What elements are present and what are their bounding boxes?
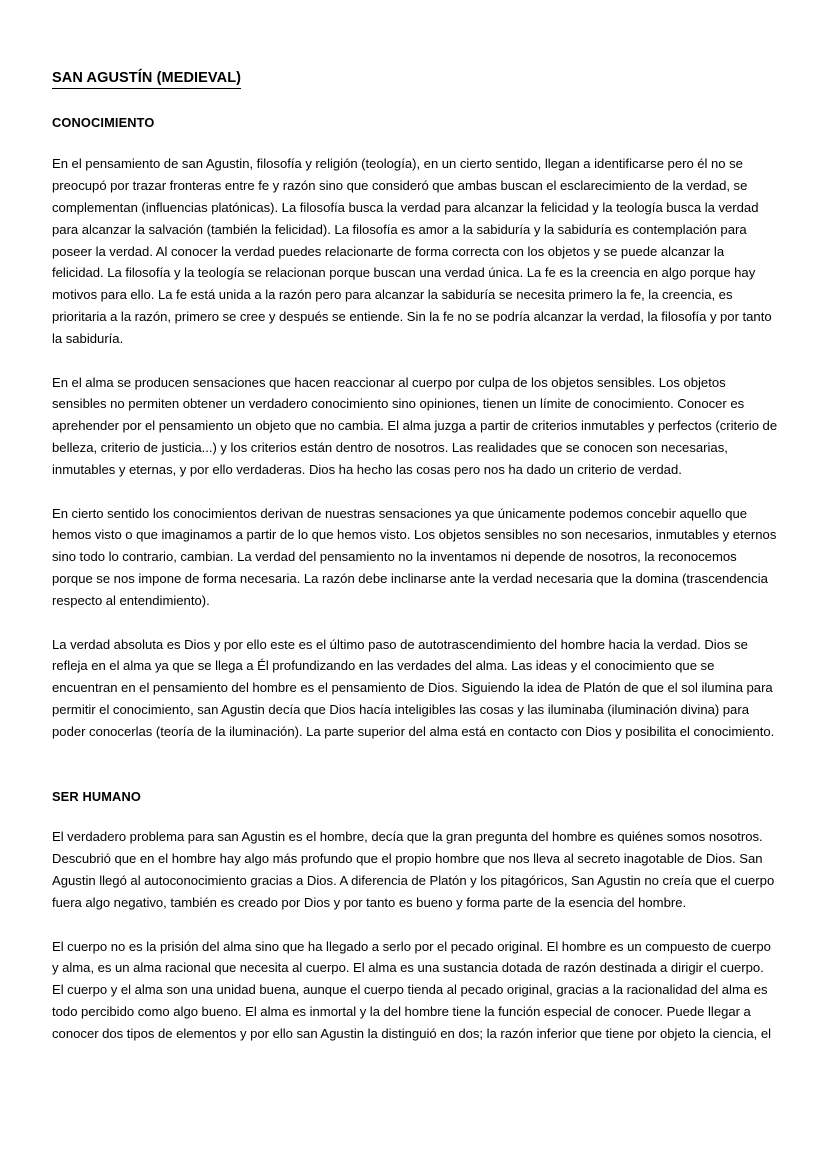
paragraph: El verdadero problema para san Agustin es el hombre, decía que la gran pregunta del hombre es quiénes somos nosotros. Descubrió que en el hombre hay algo más profundo que el propio hombre que nos lleva al secreto inagotable de Dios. San Agustin llegó al autoconocimiento gracias a Dios. A diferencia de Platón y los pitagóricos, San Agustin no creía que el cuerpo fuera algo negativo, también es creado por Dios y por tanto es bueno y forma parte de la esencia del hombre. (52, 829, 775, 910)
paragraph: En cierto sentido los conocimientos derivan de nuestras sensaciones ya que únicamente podemos concebir aquello que hemos visto o que imaginamos a partir de lo que hemos visto. Los objetos sensibles no son necesarios, inmutables y eternos sino todo lo contrario, cambian. La verdad del pensamiento no la inventamos ni depende de nosotros, la reconocemos porque se nos impone de forma necesaria. La razón debe inclinarse ante la verdad necesaria que la domina (trascendencia respecto al entendimiento). (52, 505, 777, 608)
paragraph: El cuerpo no es la prisión del alma sino que ha llegado a serlo por el pecado original. El hombre es un compuesto de cuerpo y alma, es un alma racional que necesita al cuerpo. El alma es una sustancia dotada de razón destinada a dirigir el cuerpo. El cuerpo y el alma son una unidad buena, aunque el cuerpo tienda al pecado original, gracias a la racionalidad del alma es todo percibido como algo bueno. El alma es inmortal y la del hombre tiene la función especial de conocer. Puede llegar a conocer dos tipos de elementos y por ello san Agustin la distinguió en dos; la razón inferior que tiene por objeto la ciencia, el (52, 938, 772, 1041)
paragraph: En el pensamiento de san Agustin, filosofía y religión (teología), en un cierto sentido, llegan a identificarse pero él no se preocupó por trazar fronteras entre fe y razón sino que consideró que ambas buscan el esclarecimiento de la verdad, se complementan (influencias platónicas). La filosofía busca la verdad para alcanzar la felicidad y la teología busca la verdad para alcanzar la salvación (también la felicidad). La filosofía es amor a la sabiduría y la sabiduría es contemplación para poseer la verdad. Al conocer la verdad puedes relacionarte de forma correcta con los objetos y se puede alcanzar la felicidad. La filosofía y la teología se relacionan porque buscan una verdad única. La fe es la creencia en algo porque hay motivos para ello. La fe está unida a la razón pero para alcanzar la sabiduría se necesita primero la fe, la creencia, es prioritaria a la razón, primero se cree y después se entiende. Sin la fe no se podría alcanzar la verdad, la filosofía y por tanto la sabiduría. (52, 156, 772, 346)
paragraph: En el alma se producen sensaciones que hacen reaccionar al cuerpo por culpa de los objetos sensibles. Los objetos sensibles no permiten obtener un verdadero conocimiento sino opiniones, tienen un límite de conocimiento. Conocer es aprehender por el pensamiento un objeto que no cambia. El alma juzga a partir de criterios inmutables y perfectos (criterio de belleza, criterio de justicia...) y los criterios están dentro de nosotros. Las realidades que se conocen son necesarias, inmutables y eternas, y por ello verdaderas. Dios ha hecho las cosas pero nos ha dado un criterio de verdad. (52, 374, 778, 477)
section-heading-ser-humano: SER HUMANO (52, 788, 141, 804)
page-title-text: SAN AGUSTÍN (MEDIEVAL) (52, 70, 241, 89)
paragraph: La verdad absoluta es Dios y por ello este es el último paso de autotrascendimiento del hombre hacia la verdad. Dios se refleja en el alma ya que se llega a Él profundizando en las verdades del alma. Las ideas y el conocimiento que se encuentran en el pensamiento del hombre es el pensamiento de Dios. Siguiendo la idea de Platón de que el sol ilumina para permitir el conocimiento, san Agustin decía que Dios hacía inteligibles las cosas y las iluminaba (iluminación divina) para poder conocerlas (teoría de la iluminación). La parte superior del alma está en contacto con Dios y posibilita el conocimiento. (52, 636, 775, 739)
page-title (52, 70, 778, 89)
section-heading-conocimiento: CONOCIMIENTO (52, 115, 155, 131)
